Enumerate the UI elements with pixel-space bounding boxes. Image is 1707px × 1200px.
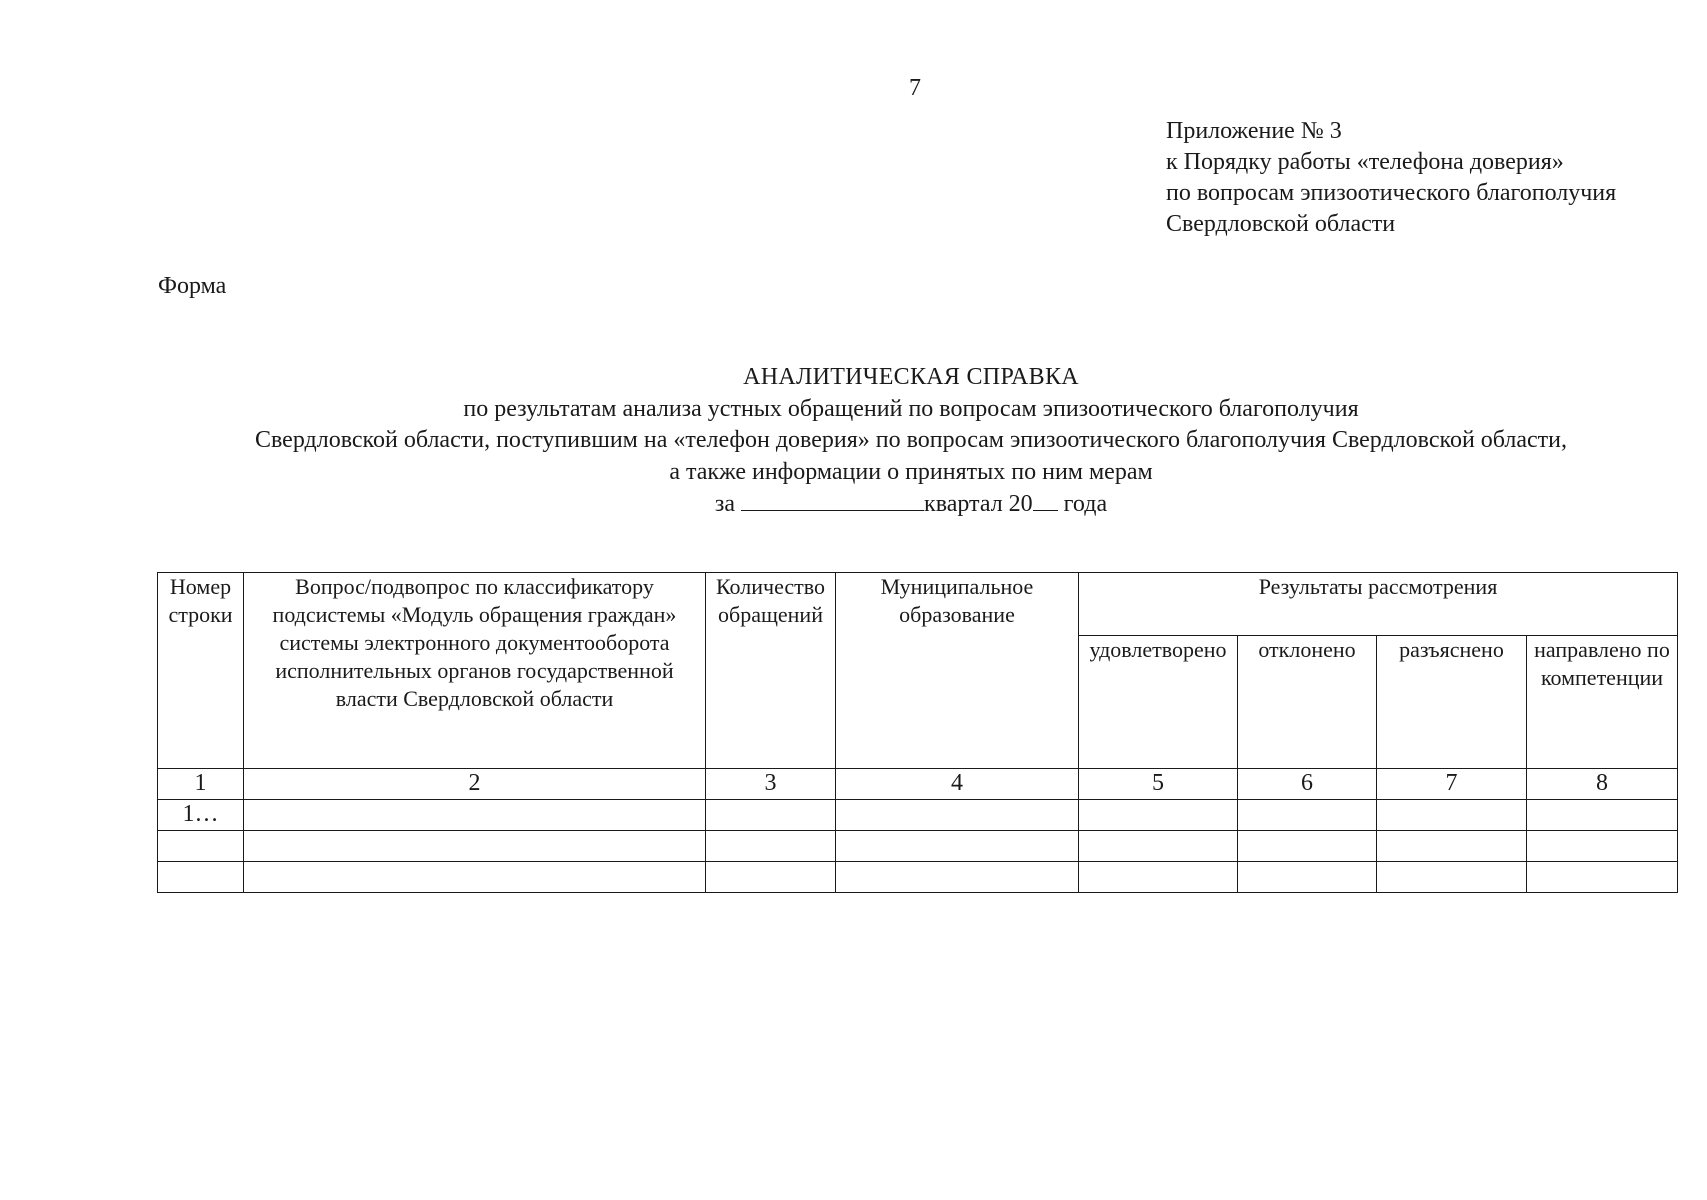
table-cell (706, 800, 836, 831)
header-explained: разъяснено (1377, 636, 1527, 769)
table-cell (706, 831, 836, 862)
header-municipality: Муниципальное образование (836, 573, 1079, 769)
table-cell (1527, 862, 1678, 893)
column-number: 2 (244, 769, 706, 800)
table-row (158, 800, 1678, 831)
title-line: а также информации о принятых по ним мерам (669, 458, 1153, 485)
table-cell (1238, 862, 1377, 893)
column-number: 6 (1238, 769, 1377, 800)
column-number: 7 (1377, 769, 1527, 800)
table-row (158, 862, 1678, 893)
column-number: 8 (1527, 769, 1678, 800)
report-table (157, 572, 1678, 893)
header-count: Количество обращений (706, 573, 836, 769)
table-cell (1377, 800, 1527, 831)
table-cell (244, 862, 706, 893)
table-cell (1079, 862, 1238, 893)
table-cell (836, 862, 1079, 893)
header-satisfied: удовлетворено (1079, 636, 1238, 769)
appendix-note (1166, 116, 1616, 240)
table-row (158, 831, 1678, 862)
table-cell (1238, 831, 1377, 862)
year-blank-field (1033, 488, 1058, 511)
appendix-line: Свердловской области (1166, 211, 1396, 237)
appendix-line: Приложение № 3 (1166, 118, 1342, 144)
header-results: Результаты рассмотрения (1079, 573, 1678, 636)
column-number: 3 (706, 769, 836, 800)
page-number: 7 (909, 75, 921, 101)
table-cell (1527, 800, 1678, 831)
header-row-number: Номер строки (158, 573, 244, 769)
table-cell (836, 800, 1079, 831)
form-label: Форма (158, 273, 227, 299)
table-cell (1079, 800, 1238, 831)
column-number-row (158, 769, 1678, 800)
table-cell (1238, 800, 1377, 831)
period-quarter: квартал 20 (924, 491, 1033, 517)
table-cell (1377, 831, 1527, 862)
title-main: АНАЛИТИЧЕСКАЯ СПРАВКА (743, 364, 1079, 390)
table-cell (836, 831, 1079, 862)
table-cell (706, 862, 836, 893)
column-number: 1 (158, 769, 244, 800)
table-cell: 1… (158, 800, 244, 831)
title-period (150, 488, 1672, 521)
header-rejected: отклонено (1238, 636, 1377, 769)
appendix-line: по вопросам эпизоотического благополучия (1166, 180, 1617, 206)
header-question: Вопрос/подвопрос по классификатору подсистемы «Модуль обращения граждан» системы электронного документооборота исполнительных органов государственной власти Свердловской области (244, 573, 706, 769)
appendix-line: к Порядку работы «телефона доверия» (1166, 149, 1564, 175)
column-number: 4 (836, 769, 1079, 800)
table-cell (1527, 831, 1678, 862)
table-cell (244, 831, 706, 862)
period-prefix: за (714, 491, 736, 517)
header-referred: направлено по компетенции (1527, 636, 1678, 769)
table-cell (244, 800, 706, 831)
table-cell (1079, 831, 1238, 862)
period-suffix: года (1063, 491, 1108, 517)
table-cell (158, 831, 244, 862)
title-line: Свердловской области, поступившим на «телефон доверия» по вопросам эпизоотического благополучия Свердловской области, (254, 427, 1568, 453)
quarter-blank-field (741, 488, 924, 511)
document-title (150, 362, 1672, 521)
table-cell (1377, 862, 1527, 893)
table-cell (158, 862, 244, 893)
title-line: по результатам анализа устных обращений по вопросам эпизоотического благополучия (463, 395, 1359, 422)
column-number: 5 (1079, 769, 1238, 800)
